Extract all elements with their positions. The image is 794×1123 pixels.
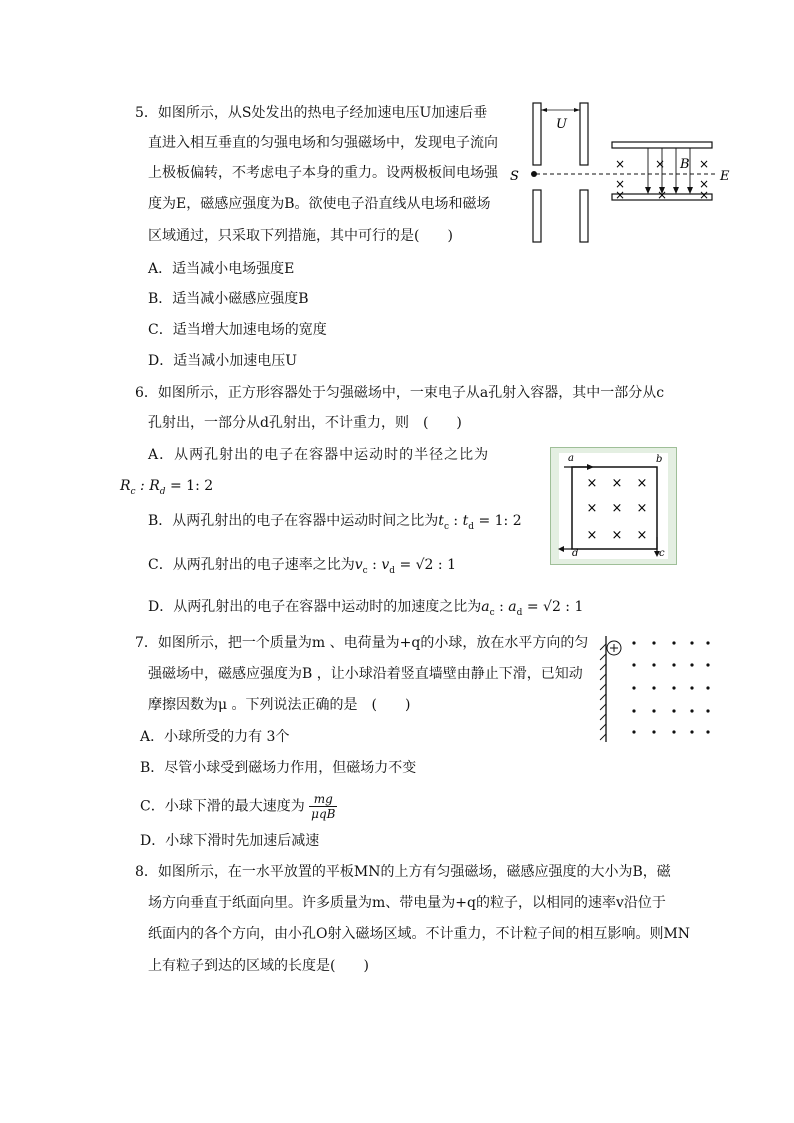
q8-line-2: 场方向垂直于纸面向里。许多质量为m、带电量为+q的粒子，以相同的速率v沿位于 — [148, 895, 666, 911]
q5-option-d: D．适当减小加速电压U — [148, 353, 298, 369]
q6-option-b: B．从两孔射出的电子在容器中运动时间之比为$t_c$ : $t_d = 1$: 2 — [148, 513, 522, 532]
q6-figure — [550, 447, 677, 565]
q7-fraction-denominator: μqB — [311, 807, 336, 821]
q7-option-c — [140, 792, 337, 821]
q5-line-5: 区域通过，只采取下列措施，其中可行的是( ) — [148, 228, 453, 244]
svg-text:×: × — [636, 501, 648, 516]
q6-label-c: c — [659, 548, 665, 559]
q6-label-b: b — [656, 454, 663, 465]
q6-option-b-text: B．从两孔射出的电子在容器中运动时间之比为 — [148, 513, 439, 529]
q5-figure — [500, 98, 740, 248]
q7-option-b: B．尽管小球受到磁场力作用，但磁场力不变 — [140, 760, 417, 776]
q5-option-a: A．适当减小电场强度E — [148, 261, 295, 277]
q6-option-d-text: D．从两孔射出的电子在容器中运动时的加速度之比为 — [148, 599, 482, 615]
q7-line-3: 摩擦因数为μ 。下列说法正确的是 ( ) — [148, 697, 411, 713]
q8-line-1: 8．如图所示，在一水平放置的平板MN的上方有匀强磁场，磁感应强度的大小为B，磁 — [135, 864, 671, 880]
q6-label-d: d — [572, 548, 579, 559]
svg-text:×: × — [654, 157, 666, 171]
q7-fraction-numerator: mg — [309, 792, 337, 807]
svg-text:×: × — [586, 528, 598, 543]
q7-line-2: 强磁场中，磁感应强度为B ，让小球沿着竖直墙壁由静止下滑，已知动 — [148, 666, 583, 682]
q7-figure — [598, 634, 718, 744]
svg-text:×: × — [586, 501, 598, 516]
q6-option-b-ratio: = 1: 2 — [478, 513, 522, 529]
q6-line-1: 6．如图所示，正方形容器处于匀强磁场中，一束电子从a孔射入容器，其中一部分从c — [135, 385, 665, 401]
q5-option-b: B．适当减小磁感应强度B — [148, 291, 309, 307]
q6-option-a-formula: $R_c$ : $R_d = 1$: 2 — [120, 478, 214, 497]
q7-option-a: A．小球所受的力有 3个 — [140, 729, 290, 745]
q5-option-c: C．适当增大加速电场的宽度 — [148, 322, 327, 338]
q7-option-d: D．小球下滑时先加速后减速 — [140, 833, 320, 849]
q7-option-c-fraction — [309, 792, 337, 821]
q6-label-a: a — [568, 453, 574, 464]
q5-label-s: S — [510, 169, 519, 184]
q5-label-u: U — [556, 117, 567, 132]
svg-text:×: × — [614, 157, 626, 171]
q5-label-b: B — [680, 157, 690, 172]
svg-text:×: × — [636, 476, 648, 491]
svg-text:×: × — [586, 476, 598, 491]
q8-line-3: 纸面内的各个方向，由小孔O射入磁场区域。不计重力，不计粒子间的相互影响。则MN — [148, 926, 691, 942]
q8-line-4: 上有粒子到达的区域的长度是( ) — [148, 958, 369, 974]
q6-option-c: C．从两孔射出的电子速率之比为$v_c$ : $v_d = √2$ : 1 — [148, 557, 456, 576]
q5-line-4: 度为E，磁感应强度为B。欲使电子沿直线从电场和磁场 — [148, 196, 491, 212]
q6-option-d: D．从两孔射出的电子在容器中运动时的加速度之比为$a_c$ : $a_d = √2$ : 1 — [148, 599, 584, 618]
q6-option-a: A．从两孔射出的电子在容器中运动时的半径之比为 — [148, 447, 490, 463]
q5-line-3: 上极板偏转，不考虑电子本身的重力。设两极板间电场强 — [148, 165, 498, 181]
q5-line-1: 5．如图所示，从S处发出的热电子经加速电压U加速后垂 — [135, 105, 488, 121]
q5-line-2: 直进入相互垂直的匀强电场和匀强磁场中，发现电子流向 — [148, 135, 498, 151]
svg-text:×: × — [611, 528, 623, 543]
q6-option-d-ratio: = √2 : 1 — [526, 599, 584, 615]
svg-text:×: × — [614, 177, 626, 191]
q6-line-2: 孔射出，一部分从d孔射出，不计重力，则 ( ) — [148, 415, 462, 431]
svg-text:×: × — [698, 157, 710, 171]
q6-option-c-text: C．从两孔射出的电子速率之比为 — [148, 557, 355, 573]
q7-line-1: 7．如图所示，把一个质量为m 、电荷量为+q的小球，放在水平方向的匀 — [135, 635, 589, 651]
svg-text:×: × — [611, 476, 623, 491]
svg-text:×: × — [614, 188, 626, 202]
q7-option-c-text: C．小球下滑的最大速度为 — [140, 798, 305, 815]
svg-text:×: × — [656, 188, 668, 202]
q5-label-e: E — [720, 169, 730, 184]
svg-text:×: × — [698, 177, 710, 191]
svg-text:×: × — [636, 528, 648, 543]
svg-text:×: × — [611, 501, 623, 516]
svg-text:×: × — [698, 188, 710, 202]
q6-option-c-ratio: = √2 : 1 — [399, 557, 456, 573]
